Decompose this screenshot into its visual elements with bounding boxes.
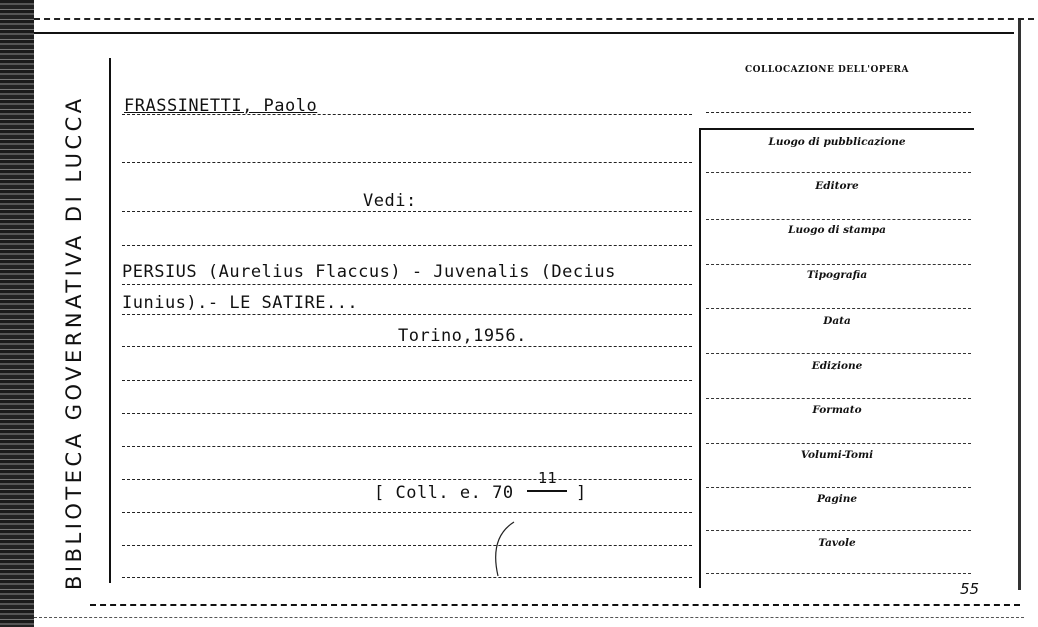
top-perforation <box>34 18 1034 20</box>
bottom-edge-line <box>34 617 1024 618</box>
fraction-bar <box>527 490 567 492</box>
ruled-line <box>122 245 692 246</box>
entry-imprint: Torino,1956. <box>398 326 527 346</box>
ruled-line <box>122 446 692 447</box>
ruled-line <box>122 577 692 578</box>
panel-rule <box>706 398 971 399</box>
library-name: BIBLIOTECA GOVERNATIVA DI LUCCA <box>62 95 86 590</box>
call-number <box>374 483 514 503</box>
field-tavole: Tavole <box>818 537 856 549</box>
ruled-line <box>122 314 692 315</box>
collocation-header: COLLOCAZIONE DELL'OPERA <box>745 65 909 75</box>
panel-top-rule <box>706 112 971 113</box>
handwritten-stroke <box>488 520 518 578</box>
panel-rule <box>706 530 971 531</box>
panel-top-border <box>699 128 974 130</box>
panel-rule <box>706 487 971 488</box>
call-number-suffix: ] <box>576 483 587 503</box>
author-heading: FRASSINETTI, Paolo <box>124 96 318 116</box>
field-volumi-tomi: Volumi-Tomi <box>800 449 874 461</box>
card-right-edge <box>1018 20 1021 590</box>
panel-rule <box>706 219 971 220</box>
field-data: Data <box>823 315 851 327</box>
see-label: Vedi: <box>363 191 417 211</box>
page-number: 55 <box>960 580 980 598</box>
entry-title-line2: Iunius).- LE SATIRE... <box>122 293 359 313</box>
ruled-line <box>122 413 692 414</box>
ruled-line <box>122 479 692 480</box>
field-tipografia: Tipografia <box>806 269 868 281</box>
ruled-line <box>122 380 692 381</box>
panel-rule <box>706 353 971 354</box>
panel-rule <box>706 573 971 574</box>
panel-vertical-line <box>699 128 701 588</box>
field-pagine: Pagine <box>816 493 858 505</box>
field-edizione: Edizione <box>811 360 863 372</box>
field-formato: Formato <box>812 404 862 416</box>
ruled-line <box>122 545 692 546</box>
panel-rule <box>706 172 971 173</box>
ruled-line <box>122 162 692 163</box>
bottom-border-line <box>90 604 1020 606</box>
ruled-line <box>122 512 692 513</box>
field-editore: Editore <box>815 180 859 192</box>
entry-title-line1: PERSIUS (Aurelius Flaccus) - Juvenalis (Decius <box>122 262 616 282</box>
ruled-line <box>122 346 692 347</box>
ruled-line <box>122 211 692 212</box>
field-luogo-pubblicazione: Luogo di pubblicazione <box>768 136 906 148</box>
field-luogo-stampa: Luogo di stampa <box>788 224 886 236</box>
panel-rule <box>706 264 971 265</box>
ruled-line <box>122 284 692 285</box>
card-left-edge <box>0 0 34 627</box>
panel-rule <box>706 443 971 444</box>
call-number-superscript: 11 <box>538 469 558 487</box>
top-border-line <box>34 32 1014 34</box>
margin-vertical-line <box>109 58 111 583</box>
call-number-prefix: [ Coll. e. 70 <box>374 483 514 503</box>
panel-rule <box>706 308 971 309</box>
